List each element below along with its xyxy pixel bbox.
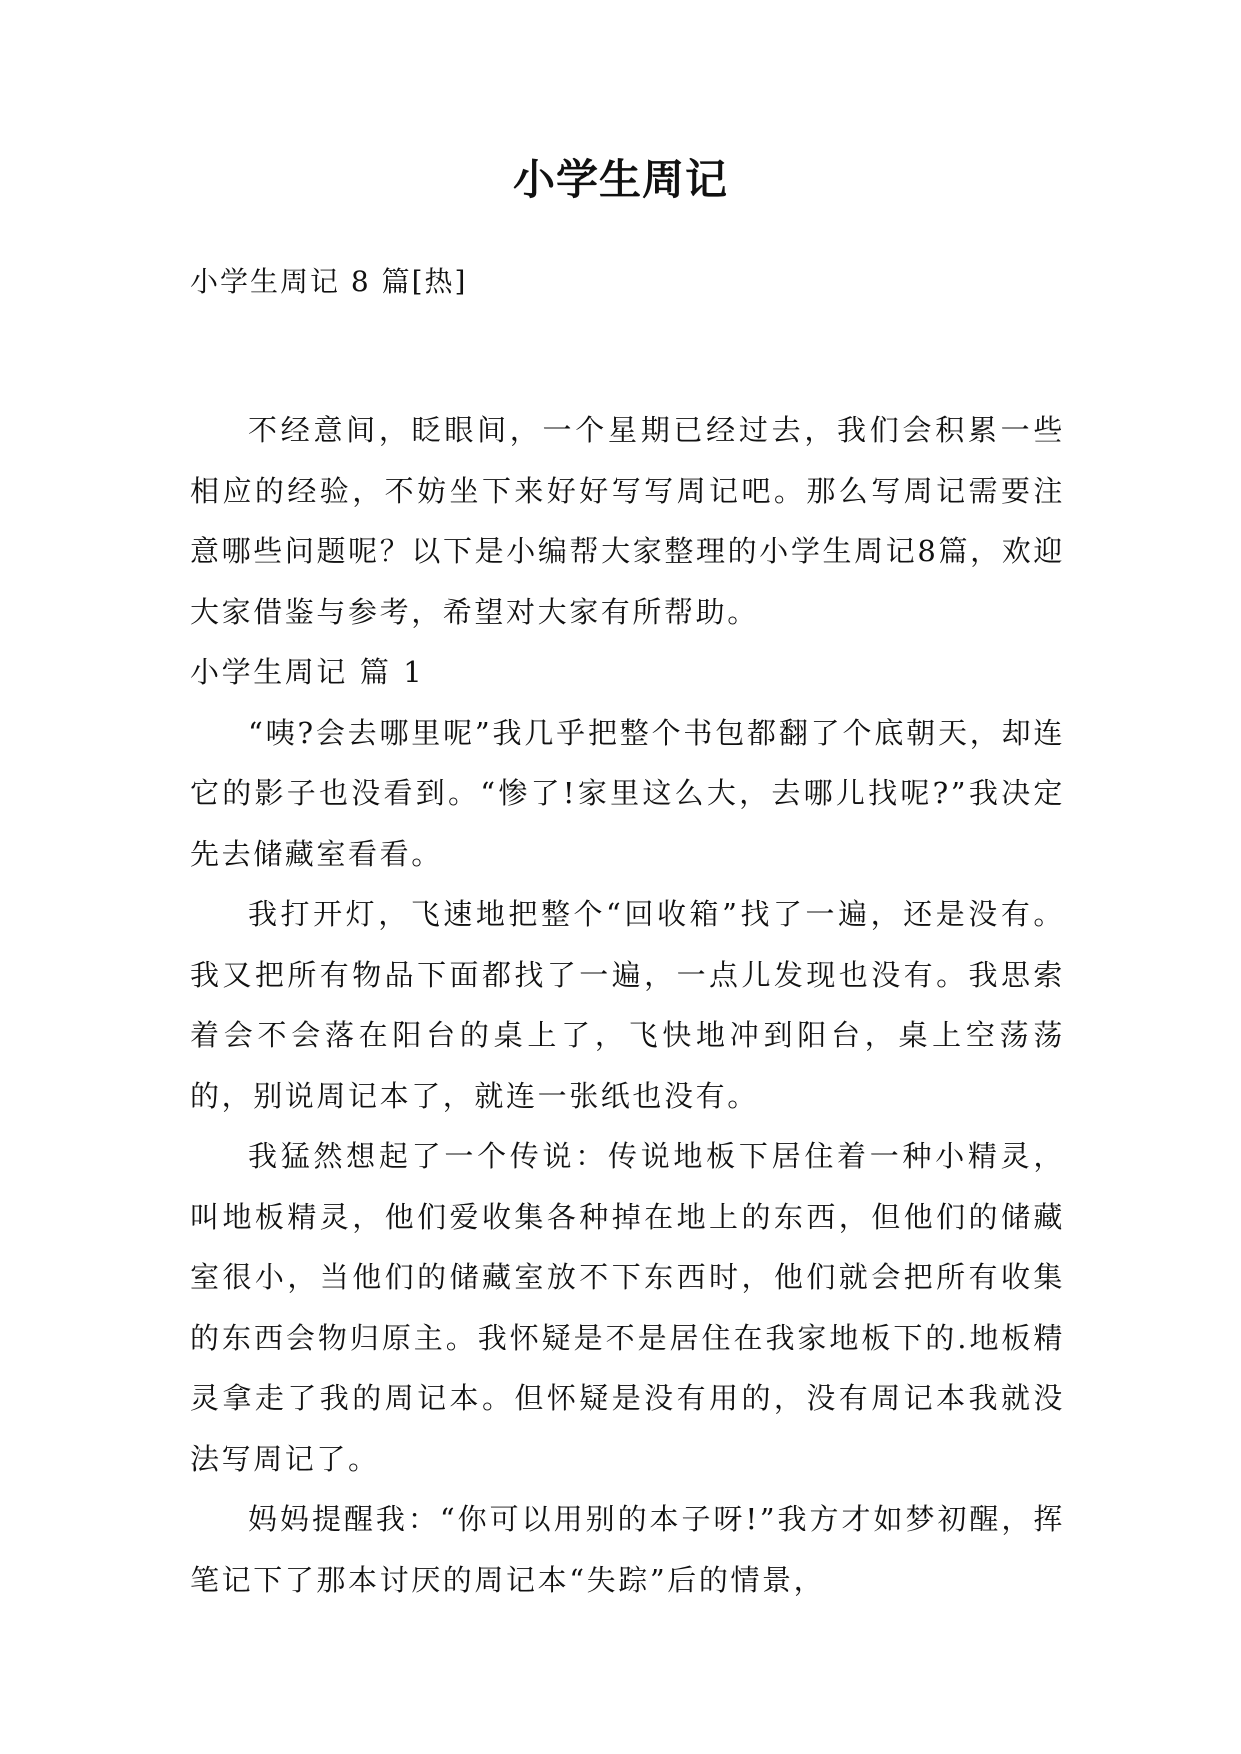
document-title: 小学生周记 [512, 155, 728, 204]
section-heading: 小学生周记 篇 1 [190, 655, 425, 689]
body-paragraph: 我打开灯，飞速地把整个“回收箱”找了一遍，还是没有。我又把所有物品下面都找了一遍，一点儿发现也没有。我思索着会不会落在阳台的桌上了，飞快地冲到阳台，桌上空荡荡的，别说周记本了，就连一张纸也没有。 [190, 897, 1065, 1113]
body-paragraph: 妈妈提醒我：“你可以用别的本子呀!”我方才如梦初醒，挥笔记下了那本讨厌的周记本“失踪”后的情景， [190, 1502, 1065, 1597]
document-subtitle: 小学生周记 8 篇[热] [190, 265, 468, 298]
body-paragraph: “咦?会去哪里呢”我几乎把整个书包都翻了个底朝天，却连它的影子也没看到。“惨了!家里这么大，去哪儿找呢?”我决定先去储藏室看看。 [190, 715, 1065, 871]
intro-paragraph: 不经意间，眨眼间，一个星期已经过去，我们会积累一些相应的经验，不妨坐下来好好写写周记吧。那么写周记需要注意哪些问题呢？以下是小编帮大家整理的小学生周记8篇，欢迎大家借鉴与参考，希望对大家有所帮助。 [190, 413, 1065, 629]
document-body [190, 400, 1065, 1610]
body-paragraph: 我猛然想起了一个传说：传说地板下居住着一种小精灵，叫地板精灵，他们爱收集各种掉在地上的东西，但他们的储藏室很小，当他们的储藏室放不下东西时，他们就会把所有收集的东西会物归原主。我怀疑是不是居住在我家地板下的.地板精灵拿走了我的周记本。但怀疑是没有用的，没有周记本我就没法写周记了。 [190, 1139, 1065, 1476]
